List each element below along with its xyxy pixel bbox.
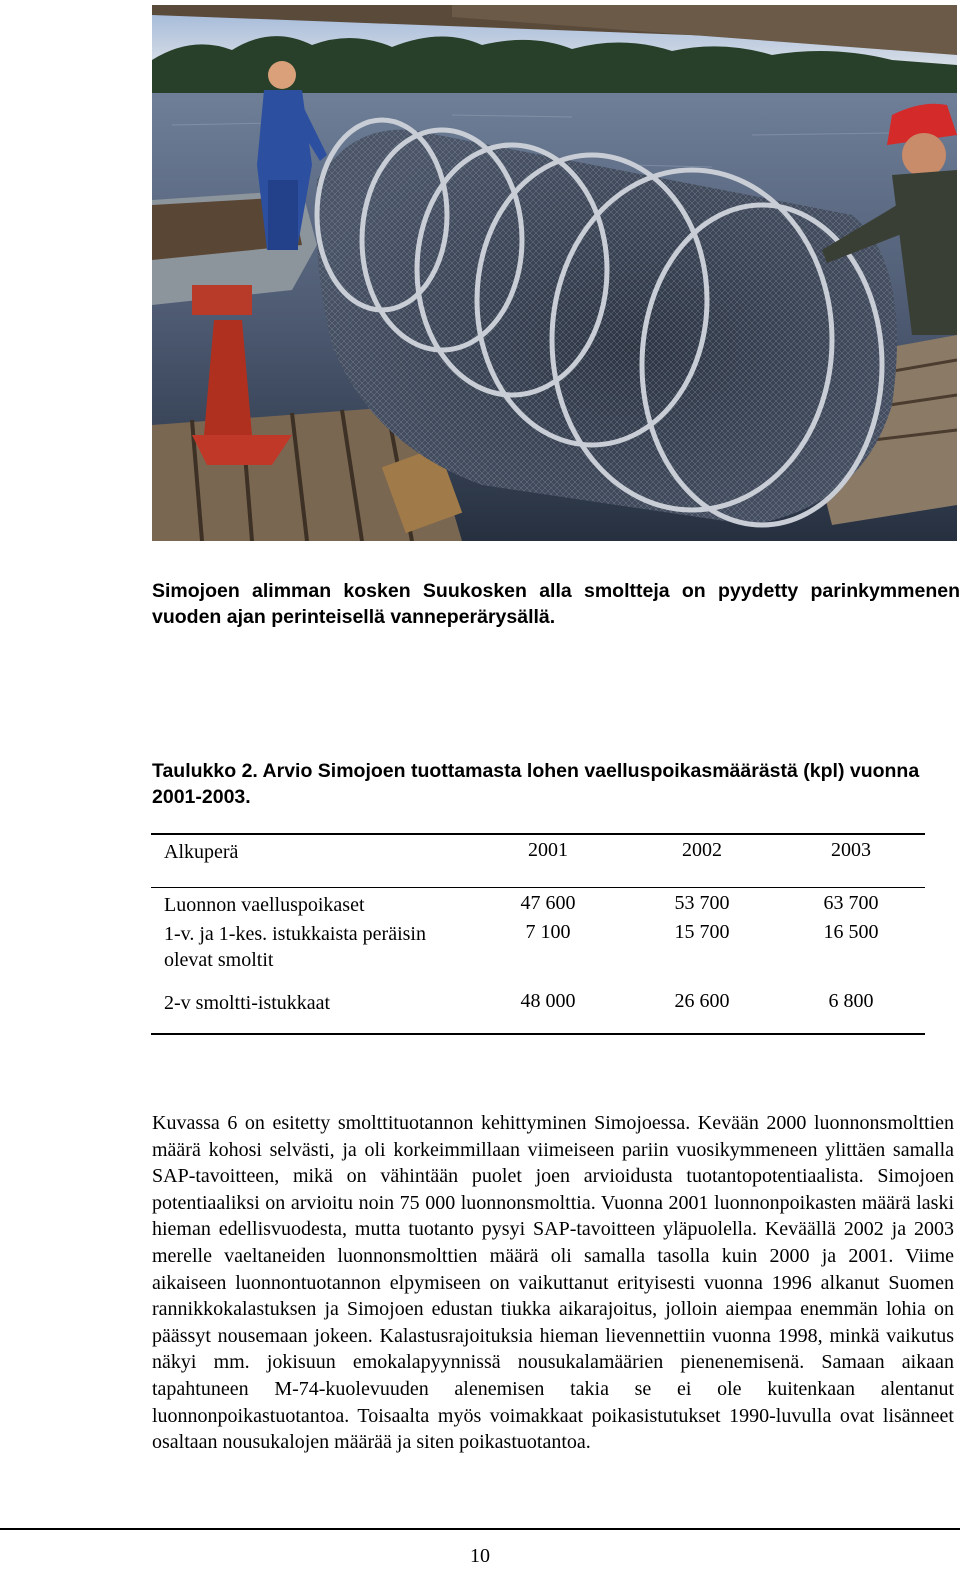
footer-rule [0,1528,960,1530]
body-paragraph: Kuvassa 6 on esitetty smolttituotannon kehittyminen Simojoessa. Kevään 2000 luonnonsmolttien määrä kohosi selvästi, ja oli korkeimmillaan viimeiseen pariin vuosikymmeneen ylittäen samalla SAP-tavoitteen, mikä on vähintään puolet joen arvioidusta tuotantopotentiaalista. Simojoen potentiaaliksi on arvioitu noin 75 000 luonnonsmolttia. Vuonna 2001 luonnonpoikasten määrä laski hieman edellisvuodesta, mutta tuotanto pysyi SAP-tavoitteen yläpuolella. Keväällä 2002 ja 2003 merelle vaeltaneiden luonnonsmolttien määrä oli samalla tasolla kuin 2000 ja 2001. Viime aikaiseen luonnontuotannon elpymiseen on vaikuttanut erityisesti vuonna 1996 alkanut Suomen rannikkokalastuksen ja Simojoen edustan tiukka aikarajoitus, jolloin aiempaa enemmän lohia on päässyt nousemaan jokeen. Kalastusrajoituksia hieman lievennettiin vuonna 1998, minkä vaikutus näkyi mm. jokisuun emokalapyynnissä nousukalamäärien pienenemisenä. Samaan aikaan tapahtuneen M-74-kuolevuuden alenemisen takia se ei ole kuitenkaan alentanut luonnonpoikastuotantoa. Toisaalta myös voimakkaat poikasistutukset 1990-luvulla ovat lisänneet osaltaan nousukalojen määrää ja siten poikastuotantoa. [152,1112,954,1454]
row-label: 2-v smoltti-istukkaat [164,992,331,1014]
row-label: 1-v. ja 1-kes. istukkaista peräisin olevat smoltit [164,923,426,971]
row-value: 48 000 [520,990,576,1012]
table-title: Taulukko 2. Arvio Simojoen tuottamasta lohen vaelluspoikasmäärästä (kpl) vuonna 2001-2003. [152,760,920,808]
header-origin: Alkuperä [164,840,239,863]
photo-fyke-net [152,5,957,541]
header-year-2002: 2002 [682,838,722,861]
table-row [151,921,925,993]
row-value: 47 600 [520,892,576,914]
row-value: 53 700 [674,892,730,914]
table-bottom-rule [151,1033,925,1035]
header-year-2003: 2003 [831,838,871,861]
row-value: 15 700 [674,921,730,943]
row-value: 16 500 [823,921,879,943]
row-value: 7 100 [525,921,571,943]
photo-caption: Simojoen alimman kosken Suukosken alla smoltteja on pyydetty parinkymmenen vuoden ajan perinteisellä vanneperärysällä. [152,580,960,628]
data-table [151,833,925,1035]
table-row [151,990,925,1033]
header-year-2001: 2001 [528,838,568,861]
row-value: 63 700 [823,892,879,914]
page-number: 10 [470,1545,490,1567]
row-label: Luonnon vaelluspoikaset [164,894,365,916]
row-value: 26 600 [674,990,730,1012]
table-header-row [151,835,925,887]
row-value: 6 800 [828,990,874,1012]
